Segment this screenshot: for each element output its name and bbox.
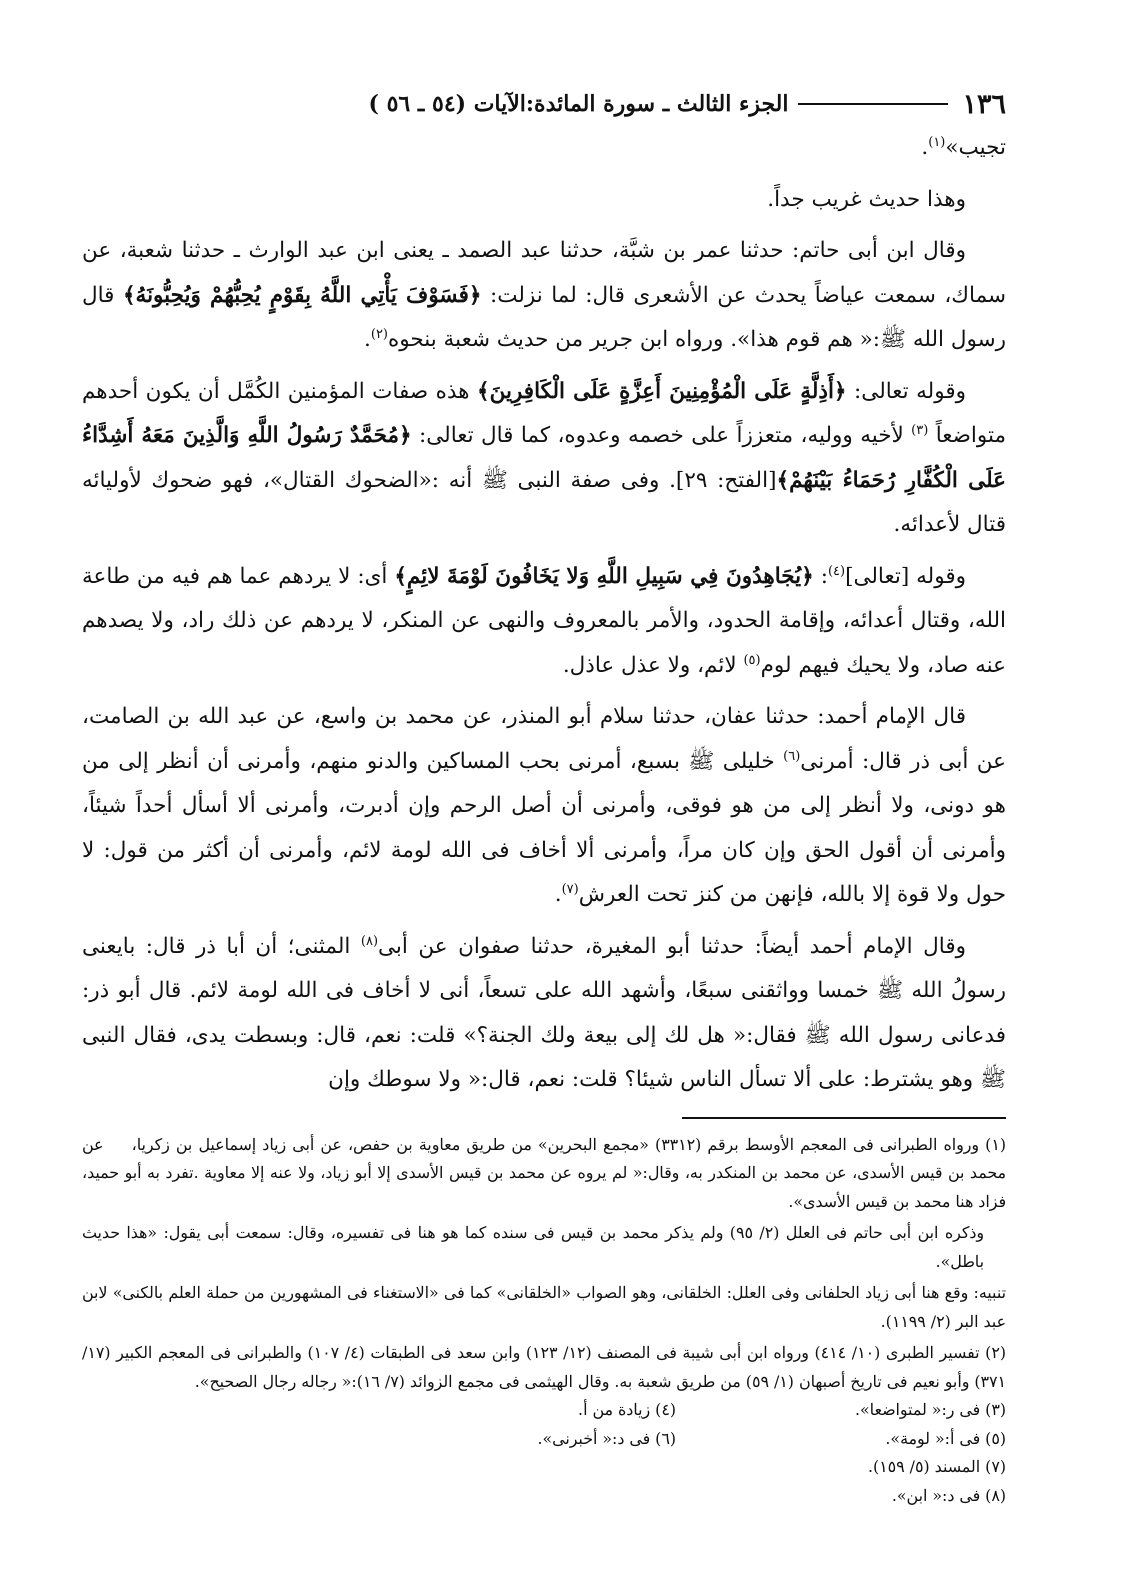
text-run: خليلى ﷺ بسبع، أمرنى بحب المساكين والدنو منهم، وأمرنى أن أنظر إلى من هو دونى، ولا أنظر إلى من هو فوقى، وأمرنى أن أصل الرحم وإن أدبرت، وأمرنى ألا أسأل أحداً شيئاً، وأمرنى أن أقول الحق وإن كان مراً، وأمرنى ألا أخاف فى الله لومة لائم، وأمرنى أن أكثر من قول: لا حول ولا قوة إلا بالله، فإنهن من كنز تحت العرش (82, 748, 1006, 907)
text-run: هذه صفات المؤمنين الكُمَّل أن يكون أحدهم متواضعاً (82, 378, 1006, 448)
paragraph (82, 229, 1006, 363)
page-header (82, 84, 1006, 124)
paragraph (82, 370, 1006, 548)
quran-verse: ﴿فَسَوْفَ يَأْتِي اللَّهُ بِقَوْمٍ يُحِبُّهُمْ وَيُحِبُّونَهُ﴾ (122, 282, 482, 308)
quran-verse: ﴿أَذِلَّةٍ عَلَى الْمُؤْمِنِينَ أَعِزَّةٍ عَلَى الْكَافِرِينَ﴾ (476, 378, 847, 404)
text-run: تجيب» (945, 135, 1006, 160)
text-run: لأخيه ووليه، متعززاً على خصمه وعدوه، كما قال تعالى: (418, 423, 904, 448)
footnote-ref: (٢) (370, 326, 388, 342)
text-run: . (364, 327, 371, 352)
footnote-tanbih: تنبيه: وقع هنا أبى زياد الحلفانى وفى العلل: الخلقانى، وهو الصواب «الخلقانى» كما فى «الاستغناء فى المشهورين من حملة العلم بالكنى» لابن عبد البر (٢/ ١١٩٩). (82, 1283, 1006, 1331)
footnote-2 (82, 1339, 1006, 1396)
footnote-text: (٢) تفسير الطبرى (١٠/ ٤١٤) ورواه ابن أبى شيبة فى المصنف (١٢/ ١٢٣) وابن سعد فى الطبقات (٤/ ١٠٧) والطبرانى فى المعجم (157, 1343, 1006, 1362)
running-title: الجزء الثالث ـ سورة المائدة:الآيات (٥٤ ـ ٥٦ ) (368, 91, 789, 117)
paragraph (82, 695, 1006, 918)
book-page (82, 84, 1006, 1510)
text-run: وقوله تعالى: (854, 378, 966, 404)
text-run: وقوله [تعالى] (845, 563, 966, 589)
text-run: . (921, 135, 929, 160)
paragraph (82, 555, 1006, 689)
footnote-4: (٤) زيادة من أ. (578, 1400, 676, 1419)
footnote-ref: (٧) (561, 881, 579, 897)
footnote-ref: (٣) (911, 422, 929, 438)
main-text (82, 126, 1006, 1103)
footnote-text: الكبير (١٧/ ٣٧١) وأبو نعيم فى تاريخ أصبهان (١/ ٥٩) من طريق شعبة به. وقال الهيثمى فى مجمع الزوائد (٧/ ١٦):« رجاله رجال الصحيح». (82, 1343, 1006, 1391)
footnote-row (82, 1396, 1006, 1425)
paragraph: وهذا حديث غريب جداً. (767, 186, 966, 212)
footnote-row (82, 1453, 1006, 1482)
footnote-ref: (١) (928, 134, 946, 150)
text-run: قال الإمام أحمد: حدثنا عفان، حدثنا سلام أبو المنذر، عن محمد بن واسع، عن عبد الله بن الصامت، عن أبى ذر قال: أمرنى (82, 704, 1006, 774)
footnote-ref: (٨) (360, 933, 379, 949)
footnote-separator (682, 1117, 1006, 1119)
text-run: وقال الإمام أحمد أيضاً: حدثنا أبو المغيرة، حدثنا صفوان عن أبى (378, 933, 966, 959)
text-run: . (554, 882, 562, 907)
quran-verse: ﴿يُجَاهِدُونَ فِي سَبِيلِ اللَّهِ وَلا يَخَافُونَ لَوْمَةَ لائِمٍ﴾ (394, 563, 814, 589)
quran-verse: ﴿مُحَمَّدٌ رَسُولُ اللَّهِ وَالَّذِينَ مَعَهُ أَشِدَّاءُ عَلَى الْكُفَّارِ رُحَمَاءُ بَيْنَهُمْ﴾ (82, 423, 1007, 493)
footnote-1-note: وذكره ابن أبى حاتم فى العلل (٢/ ٩٥) ولم يذكر محمد بن قيس فى سنده كما هو هنا فى تفسيره، وقال: سمعت أبى يقول: «هذا حديث باطل». (82, 1223, 985, 1271)
text-run: أى: لا يردهم عما هم فيه من طاعة الله، وقتال أعدائه، وإقامة الحدود، والأمر بالمعروف والنهى عن المنكر، لا يردهم عن ذلك راد، ولا يصدهم عنه صاد، ولا يحيك فيهم لوم (82, 563, 1006, 678)
header-rule (798, 103, 948, 105)
text-run: قال رسول الله ﷺ:« هم قوم هذا». ورواه ابن جرير من حديث شعبة بنحوه (82, 282, 1006, 352)
text-run: [الفتح: ٢٩]. وفى صفة النبى ﷺ أنه :«الضحوك القتال»، فهو ضحوك لأوليائه قتال لأعدائه. (82, 467, 1006, 537)
footnotes (82, 1131, 1006, 1511)
text-run: المثنى؛ أن أبا ذر قال: بايعنى رسولُ الله ﷺ خمسا وواثقنى سبعًا، وأشهد الله على تسعاً، أنى لا أخاف فى الله لومة لائم. قال أبو ذر: فدعانى رسول الله ﷺ فقال:« هل لك إلى بيعة ولك الجنة؟» قلت: نعم، قال: وبسطت يدى، فقال النبى ﷺ وهو يشترط: على ألا تسأل الناس شيئا؟ قلت: نعم، قال:« ولا سوطك وإن (82, 933, 1006, 1092)
paragraph (82, 925, 1006, 1103)
footnote-7: (٧) المسند (٥/ ١٥٩). (867, 1457, 1006, 1476)
footnote-ref: (٤) (827, 563, 846, 579)
footnote-row (82, 1425, 1006, 1454)
page-number: ١٣٦ (962, 88, 1006, 120)
paragraph-continuation (82, 126, 1006, 171)
footnote-ref: (٦) (783, 748, 801, 764)
footnote-text: (١) ورواه الطبرانى فى المعجم الأوسط برقم (٣٣١٢) «مجمع البحرين» من طريق معاوية بن حفص، عن أبى زياد إسماعيل بن زكريا، (131, 1134, 1006, 1154)
footnote-5: (٥) فى أ:« لومة». (885, 1428, 1006, 1448)
footnote-ref: (٥) (743, 652, 761, 668)
footnote-6: (٦) فى د:« أخبرنى». (537, 1428, 676, 1448)
text-run: لائم، ولا عذل عاذل. (562, 652, 737, 678)
footnote-1 (82, 1131, 1006, 1217)
footnote-8: (٨) فى د:« ابن». (891, 1485, 1006, 1505)
text-run: وقال ابن أبى حاتم: حدثنا عمر بن شبَّة، حدثنا عبد الصمد ـ يعنى ابن عبد الوارث ـ حدثنا شعبة، عن سماك، سمعت عياضاً يحدث عن الأشعرى قال: لما نزلت: (82, 238, 1007, 308)
footnote-row (82, 1482, 1006, 1511)
footnote-3: (٣) فى ر:« لمتواضعا». (854, 1400, 1006, 1419)
footnote-text: عن محمد بن قيس الأسدى، عن محمد بن المنكدر به، وقال:« لم يروه عن محمد بن قيس الأسدى إلا أبو زياد، ولا عنه إلا معاوية .تفرد به أبو حميد، فزاد هنا محمد بن قيس الأسدى». (82, 1134, 1006, 1211)
text-run: : (820, 563, 828, 589)
